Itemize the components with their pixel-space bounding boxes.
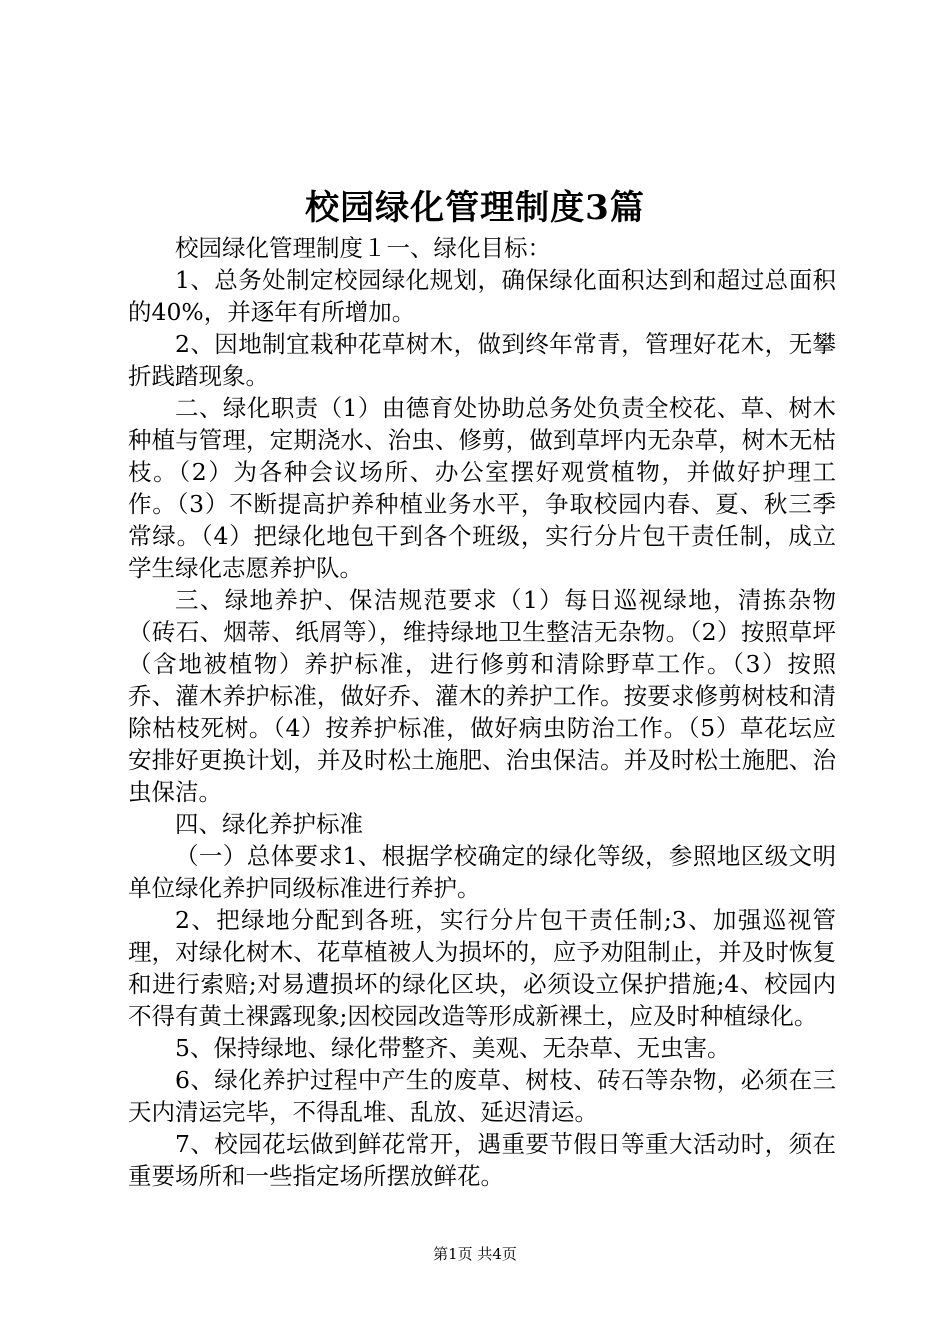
paragraph: 5、保持绿地、绿化带整齐、美观、无杂草、无虫害。 (175, 1034, 731, 1062)
paragraph: 二、绿化职责（1）由德育处协助总务处负责全校花、草、树木种植与管理，定期浇水、治虫、修剪，做到草坪内无杂草，树木无枯枝。（2）为各种会议场所、办公室摆好观赏植物，并做好护理工作。（3）不断提高护养种植业务水平，争取校园内春、夏、秋三季常绿。（4）把绿化地包干到各个班级，实行分片包干责任制，成立学生绿化志愿养护队。 (128, 394, 836, 582)
document-title: 校园绿化管理制度3篇 (305, 188, 645, 228)
paragraph: 2、因地制宜栽种花草树木，做到终年常青，管理好花木，无攀折践踏现象。 (128, 330, 836, 390)
paragraph: 1、总务处制定校园绿化规划，确保绿化面积达到和超过总面积的40%，并逐年有所增加。 (128, 266, 836, 326)
paragraph: 6、绿化养护过程中产生的废草、树枝、砖石等杂物，必须在三天内清运完毕，不得乱堆、乱放、延迟清运。 (128, 1066, 836, 1126)
paragraph: 7、校园花坛做到鲜花常开，遇重要节假日等重大活动时，须在重要场所和一些指定场所摆放鲜花。 (128, 1130, 836, 1190)
paragraph: （一）总体要求1、根据学校确定的绿化等级，参照地区级文明单位绿化养护同级标准进行养护。 (128, 842, 836, 902)
paragraph: 校园绿化管理制度１一、绿化目标： (175, 234, 551, 262)
paragraph: 四、绿化养护标准 (175, 810, 363, 838)
document-body (128, 232, 836, 1192)
paragraph: 2、把绿地分配到各班，实行分片包干责任制;3、加强巡视管理，对绿化树木、花草植被人为损坏的，应予劝阻制止，并及时恢复和进行索赔;对易遭损坏的绿化区块，必须设立保护措施;4、校园内不得有黄土裸露现象;因校园改造等形成新裸土，应及时种植绿化。 (128, 906, 836, 1030)
page-footer: 第1页 共4页 (433, 1245, 517, 1263)
paragraph: 三、绿地养护、保洁规范要求（1）每日巡视绿地，清拣杂物（砖石、烟蒂、纸屑等），维持绿地卫生整洁无杂物。（2）按照草坪（含地被植物）养护标准，进行修剪和清除野草工作。（3）按照乔、灌木养护标准，做好乔、灌木的养护工作。按要求修剪树枝和清除枯枝死树。（4）按养护标准，做好病虫防治工作。（5）草花坛应安排好更换计划，并及时松土施肥、治虫保洁。并及时松土施肥、治虫保洁。 (128, 586, 836, 806)
